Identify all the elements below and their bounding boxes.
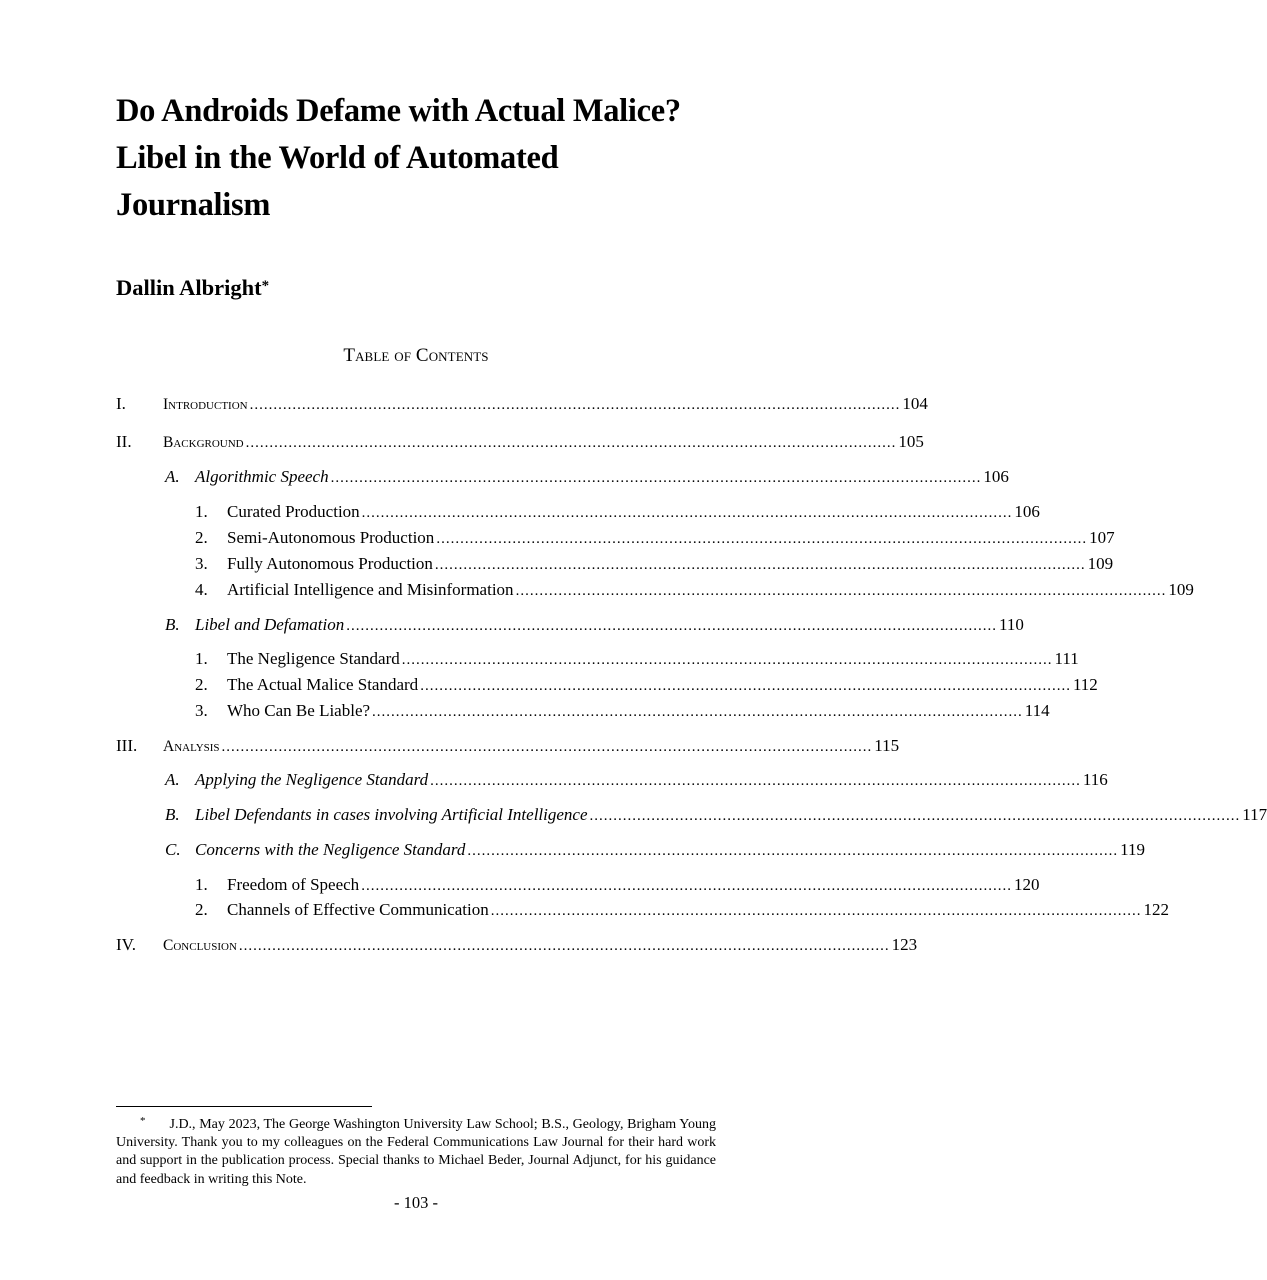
toc-entry-label: The Actual Malice Standard [227,675,419,694]
dot-leader: ......................................................................................................................................... [361,505,1013,521]
dot-leader: ......................................................................................................................................... [346,618,997,634]
toc-entry-label: Channels of Effective Communication [227,900,489,919]
toc-entry-page: 109 [1168,580,1194,599]
dot-leader: ......................................................................................................................................... [330,470,982,486]
toc-entry-page: 123 [891,935,918,954]
toc-entry-fully-autonomous-production [116,552,1114,576]
dot-leader: ......................................................................................................................................... [361,878,1012,894]
dot-leader: ......................................................................................................................................... [420,678,1071,694]
toc-entry-page: 122 [1143,900,1169,919]
toc-entry-page: 107 [1089,528,1115,547]
toc-entry-label: Fully Autonomous Production [227,554,433,573]
toc-entry-page: 116 [1082,770,1108,789]
toc-entry-label: The Negligence Standard [227,649,400,668]
toc-entry-page: 106 [1014,502,1040,521]
toc-entry-number: I. [116,394,126,413]
toc-entry-label: Semi-Autonomous Production [227,528,435,547]
dot-leader: ......................................................................................................................................... [245,435,897,451]
author-footnote-marker: * [261,278,270,294]
toc-entry-number: 2. [195,675,208,694]
toc-entry-label: Artificial Intelligence and Misinformation [227,580,514,599]
author-name-text: Dallin Albright [116,275,262,300]
toc-entry-page: 117 [1242,805,1267,824]
toc-entry-number: B. [165,615,180,634]
toc-entry-page: 114 [1024,701,1050,720]
article-title: Do Androids Defame with Actual Malice? Libel in the World of Automated Journalism [116,93,681,223]
dot-leader: ......................................................................................................................................... [490,903,1142,919]
toc-entry-curated-production [116,500,1040,524]
toc-entry-concerns-negligence-standard [116,838,1146,862]
toc-entry-page: 111 [1054,649,1079,668]
toc-entry-semi-autonomous-production [116,526,1115,550]
toc-entry-who-can-be-liable [116,699,1050,723]
toc-entry-page: 120 [1013,875,1040,894]
toc-entry-algorithmic-speech [116,465,1009,489]
author-footnote [116,1116,716,1189]
toc-entry-number: B. [165,805,180,824]
toc-entry-negligence-standard [116,647,1079,671]
toc-heading: Table of Contents [343,345,489,366]
toc-entry-label: Algorithmic Speech [195,467,329,486]
toc-entry-number: A. [165,770,180,789]
toc-entry-actual-malice-standard [116,673,1098,697]
toc-entry-number: 1. [195,875,208,894]
dot-leader: ......................................................................................................................................... [249,397,901,413]
toc-entry-number: III. [116,736,138,755]
toc-entry-label: Analysis [163,738,220,755]
toc-entry-page: 112 [1072,675,1098,694]
dot-leader: ......................................................................................................................................... [589,808,1241,824]
toc-entry-page: 106 [983,467,1009,486]
toc-entry-label: Libel and Defamation [195,615,345,634]
toc-entry-number: 2. [195,900,208,919]
dot-leader: ......................................................................................................................................... [515,583,1167,599]
toc-entry-label: Who Can Be Liable? [227,701,371,720]
toc-entry-number: 1. [195,649,208,668]
page-number: - 103 - [394,1193,438,1212]
toc-entry-label: Introduction [163,396,248,413]
footnote-separator [116,1106,372,1107]
toc-entry-page: 104 [902,394,928,413]
toc-entry-channels-of-communication [116,898,1169,922]
toc-entry-page: 115 [874,736,900,755]
dot-leader: ......................................................................................................................................... [238,938,890,954]
dot-leader: ......................................................................................................................................... [467,843,1119,859]
toc-entry-conclusion [116,933,918,957]
toc-entry-label: Curated Production [227,502,360,521]
toc-entry-label: Background [163,434,244,451]
toc-entry-number: 4. [195,580,208,599]
dot-leader: ......................................................................................................................................... [430,773,1081,789]
toc-entry-ai-and-misinformation [116,578,1194,602]
toc-entry-number: IV. [116,935,136,954]
toc-entry-number: C. [165,840,181,859]
toc-entry-page: 105 [898,432,924,451]
toc-entry-page: 119 [1120,840,1146,859]
toc-entry-page: 109 [1087,554,1114,573]
dot-leader: ......................................................................................................................................... [401,652,1053,668]
toc-entry-background [116,430,924,454]
toc-entry-label: Concerns with the Negligence Standard [195,840,466,859]
toc-entry-number: A. [165,467,180,486]
toc-entry-libel-defendants-ai [116,803,1267,827]
toc-entry-libel-and-defamation [116,613,1024,637]
author-name [116,270,269,306]
dot-leader: ......................................................................................................................................... [434,557,1086,573]
toc-entry-label: Conclusion [163,937,237,954]
toc-entry-introduction [116,392,928,416]
toc-entry-number: 3. [195,701,208,720]
toc-entry-label: Freedom of Speech [227,875,360,894]
dot-leader: ......................................................................................................................................... [221,739,873,755]
footnote-text: J.D., May 2023, The George Washington University Law School; B.S., Geology, Brigham Young University. Thank you to my colleagues on the Federal Communications Law Journal for their hard work and support in the publication process. Special thanks to Michael Beder, Journal Adjunct, for his guidance and feedback in writing this Note. [116,1117,716,1187]
dot-leader: ......................................................................................................................................... [372,704,1023,720]
toc-entry-number: 3. [195,554,208,573]
toc-entry-number: 1. [195,502,208,521]
toc-entry-applying-negligence-standard [116,768,1108,792]
toc-entry-label: Libel Defendants in cases involving Artificial Intelligence [195,805,588,824]
toc-entry-label: Applying the Negligence Standard [195,770,429,789]
toc-entry-number: 2. [195,528,208,547]
toc-entry-analysis [116,734,900,758]
dot-leader: ......................................................................................................................................... [436,531,1088,547]
footnote-marker: * [140,1115,146,1127]
toc-entry-page: 110 [998,615,1024,634]
toc-entry-number: II. [116,432,132,451]
toc-entry-freedom-of-speech [116,873,1040,897]
